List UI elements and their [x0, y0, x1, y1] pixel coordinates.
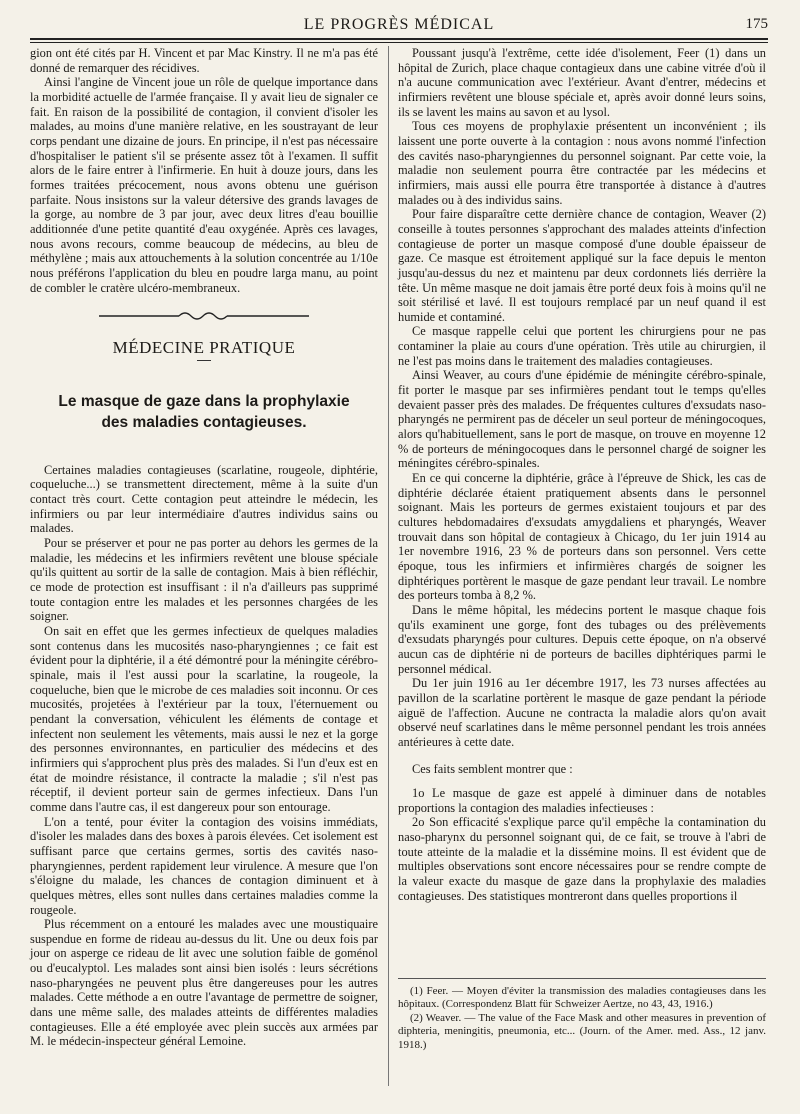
- paragraph: Tous ces moyens de prophylaxie présentent un inconvénient ; ils laissent une porte ouverte à la contagion : nous avons nommé l'infection des cavités naso-pharyngiennes du personnel soignant. Par cette voie, la maladie non seulement pourra être contractée par les médecins et infirmiers, mais aussi elle pourra être transportée à distance à d'autres malades ou à des individus sains.: [398, 119, 766, 207]
- paragraph: Ce masque rappelle celui que portent les chirurgiens pour ne pas contaminer la plaie au cours d'une opération. Très utile au chirurgien, il ne l'est pas moins dans le traitement des maladies contagieuses.: [398, 324, 766, 368]
- paragraph: Plus récemment on a entouré les malades avec une moustiquaire suspendue en forme de rideau au-dessus du lit. Une ou deux fois par jour on asperge ce rideau de lit avec une solution faible de goménol ou d'eucalyptol. Les malades sont ainsi bien isolés : leurs sécrétions naso-pharyngées ne peuvent plus être dangereuses pour les autres malades. Cette méthode a en outre l'avantage de permettre de soigner, dans une même salle, des malades atteints de différentes maladies contagieuses. Elle a été employée avec plein succès aux armées par M. le médecin-inspecteur général Lemoine.: [30, 917, 378, 1049]
- paragraph: L'on a tenté, pour éviter la contagion des voisins immédiats, d'isoler les malades dans des boxes à parois élevées. Cet isolement est suffisant parce que certains germes, sortis des cavités naso-pharyngiennes, perdent rapidement leur virulence. A mesure que l'on s'éloigne du malade, les chances de contagion diminuent et à quelques mètres, elles sont nulles dans certaines maladies comme la rougeole.: [30, 814, 378, 917]
- footnotes: [398, 978, 766, 1052]
- paragraph: gion ont été cités par H. Vincent et par Mac Kinstry. Il ne m'a pas été donné de remarquer des récidives.: [30, 46, 378, 75]
- article-title-line: Le masque de gaze dans la prophylaxie: [58, 392, 350, 410]
- paragraph: Du 1er juin 1916 au 1er décembre 1917, les 73 nurses affectées au pavillon de la scarlatine portèrent le masque de gaze pendant la période aiguë de l'affection. Aucune ne contracta la maladie alors qu'on avait observé neuf scarlatines dans le même personnel pendant les trois années antérieures à cette date.: [398, 676, 766, 749]
- left-column: [30, 46, 378, 1049]
- header-rule-thick: [30, 38, 768, 40]
- paragraph: Ainsi l'angine de Vincent joue un rôle de quelque importance dans la morbidité actuelle de l'armée française. Il y avait lieu de signaler ce fait. En raison de la possibilité de contagion, il convient d'isoler les malades, au moins d'une manière relative, en les soustrayant de leur corps pendant une dizaine de jours. En principe, il n'est pas nécessaire d'hospitaliser le patient s'il se présente assez tôt à l'examen. Il suffit alors de le faire entrer à l'infirmerie. En huit à douze jours, dans les formes traitées précocement, nous avons obtenu une guérison parfaite. Nous insistons sur la valeur détersive des grands lavages de la gorge, au nombre de 3 par jour, avec deux litres d'eau bouillie additionnée d'une petite quantité d'eau oxygénée. Après ces lavages, nous avons recours, comme beaucoup de médecins, au bleu de méthylène ; mais aux attouchements à la solution concentrée au 1/10e nous préférons l'application du bleu en poudre larga manu, au point de combler le cratère ulcéro-membraneux.: [30, 75, 378, 295]
- footnote: (1) Feer. — Moyen d'éviter la transmission des maladies contagieuses dans les hôpitaux. (Correspondenz Blatt für Schweizer Aertze, no 43, 43, 1916.): [398, 985, 766, 1011]
- paragraph: Ainsi Weaver, au cours d'une épidémie de méningite cérébro-spinale, fit porter le masque par ses infirmières pendant tout le temps qu'elles devaient passer près des malades. De fréquentes cultures d'exsudats naso-pharyngés ne permirent pas de déceler un seul porteur de méningocoques, alors qu'habituellement, sans le port de masque, on trouve en moyenne 12 % de porteurs de méningocoques dans le personnel chargé de soigner les méningites cérébro-spinales.: [398, 368, 766, 471]
- article-title-line: des maladies contagieuses.: [101, 413, 307, 431]
- paragraph: Poussant jusqu'à l'extrême, cette idée d'isolement, Feer (1) dans un hôpital de Zurich, place chaque contagieux dans une cabine vitrée d'où il n'a aucune communication avec l'extérieur. Avant d'entrer, médecins et infirmiers revêtent une blouse spéciale et, après avoir donné leurs soins, ils se lavent les mains au savon et au lysol.: [398, 46, 766, 119]
- page-number: 175: [745, 16, 768, 32]
- paragraph: Certaines maladies contagieuses (scarlatine, rougeole, diphtérie, coqueluche...) se transmettent directement, même à la suite d'un contact très court. Cette contagion peut atteindre le médecin, les infirmiers ou par leur intermédiaire d'autres individus sains ou malades.: [30, 462, 378, 536]
- footnote: (2) Weaver. — The value of the Face Mask and other measures in prevention of diphteria, meningitis, pneumonia, etc... (Journ. of the Amer. med. Ass., 12 janv. 1918.): [398, 1011, 766, 1051]
- paragraph: En ce qui concerne la diphtérie, grâce à l'épreuve de Shick, les cas de diphtérie déclarée étaient pratiquement absents dans le personnel soignant. Mais les porteurs de germes existaient toujours et par des cultures hebdomadaires d'exsudats amygdaliens et pharyngés, Weaver trouvait dans son hôpital de contagieux à Chicago, du 1er juin 1914 au 1er novembre 1916, 23 % de porteurs dans son personnel. Vers cette époque, tous les infirmiers et infirmières chargés de soigner les diphtériques portèrent le masque de gaze pendant leur travail. Le nombre des porteurs tomba à 8,2 %.: [398, 471, 766, 603]
- paragraph: Pour se préserver et pour ne pas porter au dehors les germes de la maladie, les médecins et les infirmiers revêtent une blouse spéciale qu'ils quittent au sortir de la salle de contagion. Mais à bien réfléchir, ce mode de protection est insuffisant : il n'a d'ailleurs pas supprimé toute contagion entre les malades et les personnes chargées de les soigner.: [30, 536, 378, 624]
- section-ornament: [30, 309, 378, 323]
- header-rule-thin: [30, 42, 768, 43]
- conclusion-intro: Ces faits semblent montrer que :: [412, 761, 573, 776]
- journal-title: LE PROGRÈS MÉDICAL: [303, 16, 495, 33]
- section-title: MÉDECINE PRATIQUE: [112, 338, 296, 358]
- right-column: [398, 46, 766, 903]
- conclusion-item: 2o Son efficacité s'explique parce qu'il empêche la contamination du naso-pharynx du personnel soignant qui, de ce fait, se trouve à l'abri de toute atteinte de la maladie et la dissémine moins. Il est évident que de multiples observations sont encore nécessaires pour se rendre compte de la valeur exacte du masque de gaze dans la prophylaxie des maladies contagieuses. Des statistiques montreront dans quelles proportions il: [398, 815, 766, 903]
- footnote-rule: [398, 978, 766, 979]
- ornament-divider-icon: [99, 309, 309, 323]
- paragraph: Pour faire disparaître cette dernière chance de contagion, Weaver (2) conseille à toutes personnes s'approchant des malades atteints d'infection contagieuse de porter un masque composé d'une double épaisseur de gaze. Ce masque est étroitement appliqué sur la face depuis le menton jusqu'au-dessus du nez et maintenu par deux cordonnets liés derrière la tête. Un même masque ne doit jamais être porté deux fois à moins qu'il ne soit stérilisé et lavé. Il est toujours remplacé par un neuf quand il est humide et contaminé.: [398, 207, 766, 324]
- title-rule: [197, 360, 211, 361]
- conclusion-item: 1o Le masque de gaze est appelé à diminuer dans de notables proportions la contagion des maladies infectieuses :: [398, 786, 766, 815]
- column-divider: [388, 46, 389, 1086]
- article-title: [30, 391, 378, 433]
- paragraph: On sait en effet que les germes infectieux de quelques maladies sont contenus dans les mucosités naso-pharyngiennes ; ce fait est évident pour la diphtérie, il a été démontré pour la méningite cérébro-spinale, mais il l'est aussi pour la scarlatine, la rougeole, la coqueluche, bien que le microbe de ces maladies soit inconnu. Or ces mucosités, projetées à l'extérieur par la toux, l'éternuement ou pendant la conversation, véhiculent les éléments de contage et infectent non seulement les vêtements, mais aussi le nez et la gorge des personnes environnantes, en particulier des médecins et des infirmiers qui s'approchent plus près des malades. Si l'un d'eux est en état de moindre résistance, il contracte la maladie ; s'il n'est pas réceptif, il devient porteur sain de germes infectieux. Dans l'un comme dans l'autre cas, il est dangereux pour son entourage.: [30, 624, 378, 814]
- page-header: [30, 14, 768, 36]
- paragraph: Dans le même hôpital, les médecins portent le masque chaque fois qu'ils examinent une gorge, font des tubages ou des prélèvements d'exsudats pharyngés pour cultures. Depuis cette époque, on n'a observé aucun cas de diphtérie ni de porteurs de bacilles diphtériques parmi le personnel médical.: [398, 602, 766, 676]
